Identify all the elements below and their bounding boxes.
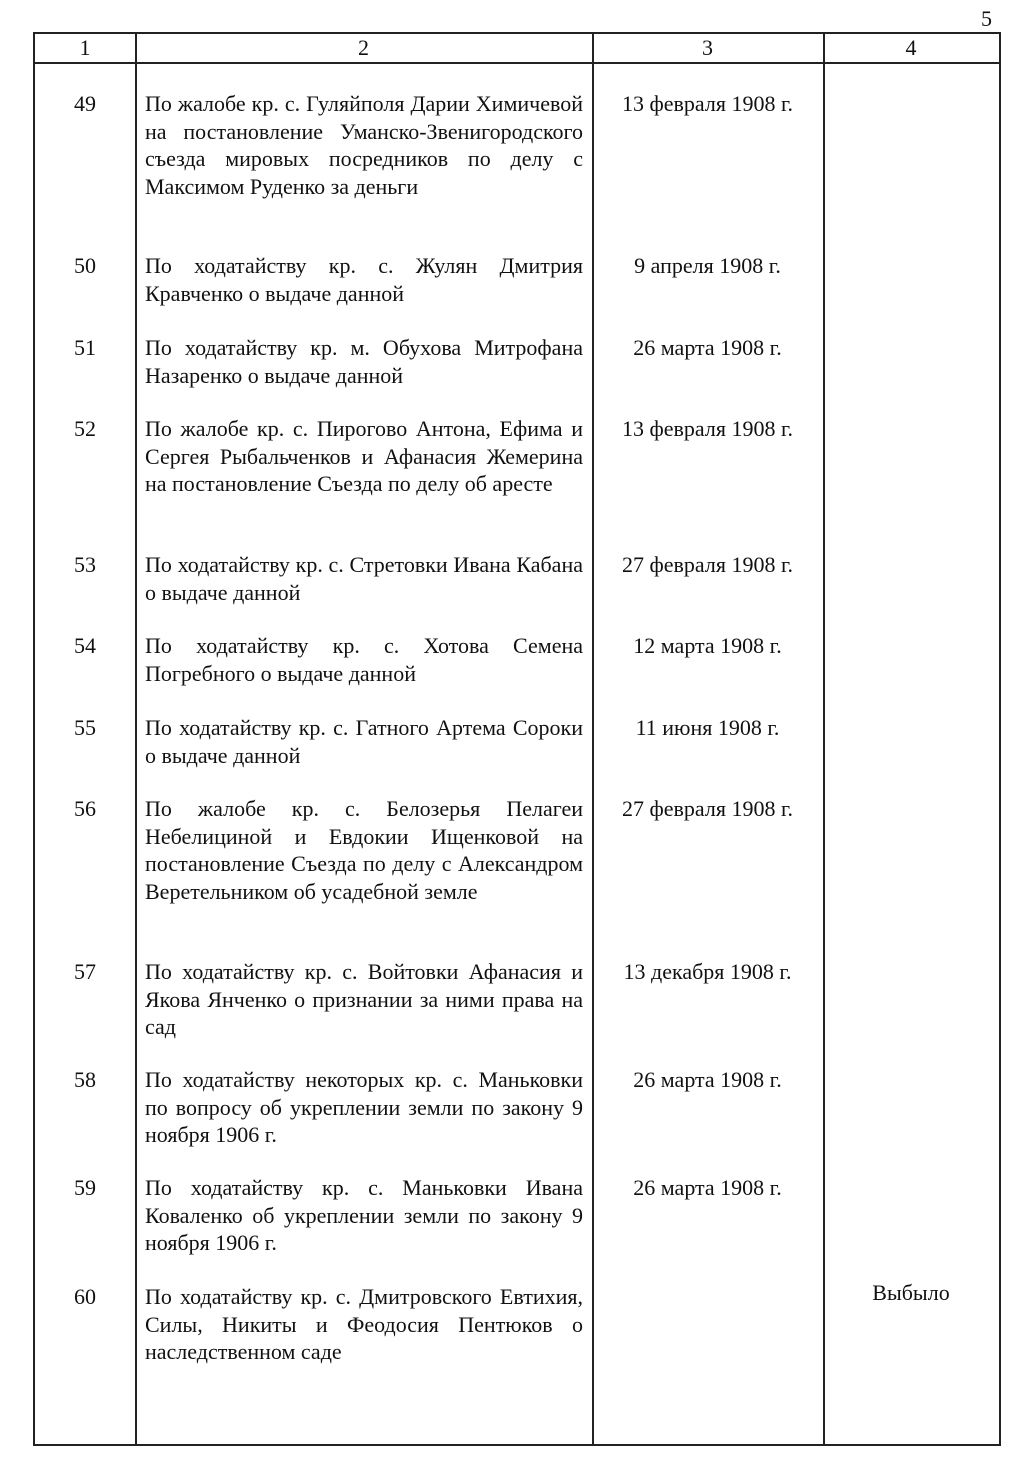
row-date: 12 марта 1908 г. <box>633 633 782 658</box>
row-description: По ходатайству кр. м. Обухова Митрофана Назаренко о выдаче данной <box>145 335 583 388</box>
header-col-1: 1 <box>79 35 91 60</box>
row-description: По жалобе кр. с. Пирогово Антона, Ефима и Сергея Рыбальченков и Афанасия Жемерина на постановление Съезда по делу об аресте <box>145 416 583 497</box>
row-date: 9 апреля 1908 г. <box>634 253 781 278</box>
row-date: 13 февраля 1908 г. <box>621 416 793 441</box>
row-number: 53 <box>74 552 96 577</box>
row-date: 26 марта 1908 г. <box>633 335 782 360</box>
page-number: 5 <box>981 6 992 31</box>
row-number: 52 <box>74 416 96 441</box>
row-description: По ходатайству кр. с. Войтовки Афанасия и Якова Янченко о признании за ними права на сад <box>145 959 583 1040</box>
row-date: 26 марта 1908 г. <box>633 1067 782 1092</box>
row-number: 57 <box>74 959 96 984</box>
register-table <box>33 32 1001 1446</box>
row-number: 54 <box>74 633 96 658</box>
row-description: По ходатайству кр. с. Стретовки Ивана Кабана о выдаче данной <box>145 552 583 605</box>
row-description: По ходатайству кр. с. Дмитровского Евтихия, Силы, Никиты и Феодосия Пентюков о наследственном саде <box>145 1284 583 1365</box>
row-number: 59 <box>74 1175 96 1200</box>
row-description: По ходатайству некоторых кр. с. Маньковки по вопросу об укреплении земли по закону 9 ноября 1906 г. <box>145 1067 583 1148</box>
row-number: 51 <box>74 335 96 360</box>
row-description: По ходатайству кр. с. Хотова Семена Погребного о выдаче данной <box>145 633 583 686</box>
row-date: 13 февраля 1908 г. <box>621 91 793 116</box>
row-date: 13 декабря 1908 г. <box>623 959 792 984</box>
row-date: 11 июня 1908 г. <box>635 715 780 740</box>
header-col-3: 3 <box>702 35 713 60</box>
row-date: 27 февраля 1908 г. <box>621 796 793 821</box>
row-description: По ходатайству кр. с. Маньковки Ивана Коваленко об укреплении земли по закону 9 ноября 1906 г. <box>145 1175 583 1256</box>
row-date: 27 февраля 1908 г. <box>621 552 793 577</box>
table-header <box>35 34 999 64</box>
column-divider <box>823 34 825 1444</box>
row-description: По жалобе кр. с. Белозерья Пелагеи Небелициной и Евдокии Ищенковой на постановление Съезда по делу с Александром Веретельником об усадебной земле <box>145 796 583 904</box>
row-number: 50 <box>74 253 96 278</box>
row-number: 56 <box>74 796 96 821</box>
row-description: По ходатайству кр. с. Жулян Дмитрия Кравченко о выдаче данной <box>145 253 583 306</box>
row-number: 49 <box>74 91 96 116</box>
row-number: 55 <box>74 715 96 740</box>
row-date: 26 марта 1908 г. <box>633 1175 782 1200</box>
row-description: По ходатайству кр. с. Гатного Артема Сороки о выдаче данной <box>145 715 583 768</box>
column-divider <box>135 34 137 1444</box>
row-note: Выбыло <box>872 1280 950 1305</box>
row-number: 58 <box>74 1067 96 1092</box>
row-description: По жалобе кр. с. Гуляйполя Дарии Химичевой на постановление Уманско-Звенигородского съезда мировых посредников по делу с Максимом Руденко за деньги <box>145 91 583 199</box>
header-col-2: 2 <box>358 35 369 60</box>
header-col-4: 4 <box>905 35 917 60</box>
row-number: 60 <box>74 1284 96 1309</box>
